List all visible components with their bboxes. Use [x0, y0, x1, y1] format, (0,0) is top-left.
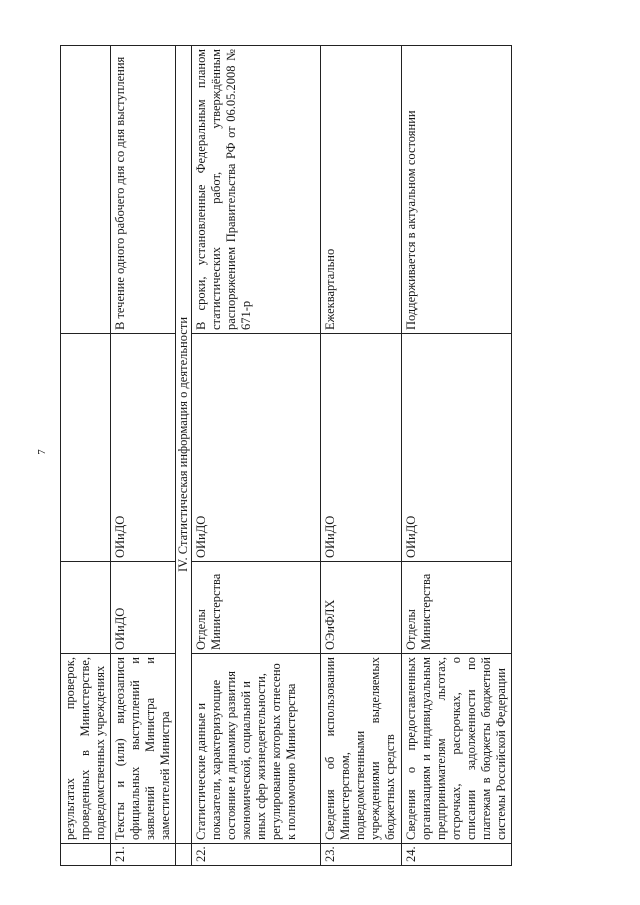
unit-cell: ОИиДО — [111, 334, 176, 562]
unit-cell: ОИиДО — [192, 334, 321, 562]
info-table — [60, 45, 512, 866]
row-number: 24. — [402, 844, 512, 866]
deadline-cell: Поддерживается в актуальном состоянии — [402, 46, 512, 334]
deadline-cell: Ежеквартально — [321, 46, 402, 334]
responsible-cell: ОИиДО — [111, 562, 176, 654]
rotated-page-content — [60, 46, 604, 866]
info-title-cell: Тексты и (или) видеозаписи официальных выступлений и заявлений Министра и заместителей Министра — [111, 654, 176, 844]
table-row — [402, 46, 512, 866]
responsible-cell — [61, 562, 111, 654]
responsible-cell: ОЭиФЛХ — [321, 562, 402, 654]
deadline-cell: В сроки, установленные Федеральным планом статистических работ, утверждённым распоряжением Правительства РФ от 06.05.2008 № 671-р — [192, 46, 321, 334]
deadline-cell — [61, 46, 111, 334]
info-title-cell: Сведения о предоставленных организациям и индивидуальным предпринимателям льготах, отсрочках, рассрочках, о списании задолженности по платежам в бюджеты бюджетной системы Российской Федерации — [402, 654, 512, 844]
responsible-cell: Отделы Министерства — [192, 562, 321, 654]
page-number: 7 — [36, 449, 48, 455]
table-row — [321, 46, 402, 866]
info-title-cell: Статистические данные и показатели, характеризующие состояние и динамику развития экономической, социальной и иных сфер жизнедеятельности, регулирование которых отнесено к полномочию Министерства — [192, 654, 321, 844]
unit-cell: ОИиДО — [321, 334, 402, 562]
unit-cell — [61, 334, 111, 562]
section-heading: IV. Статистическая информация о деятельности — [176, 46, 192, 844]
info-title-cell: Сведения об использовании Министерством, подведомственными учреждениями выделяемых бюджетных средств — [321, 654, 402, 844]
row-number: 21. — [111, 844, 176, 866]
section-row — [176, 46, 192, 866]
table-row — [192, 46, 321, 866]
responsible-cell: Отделы Министерства — [402, 562, 512, 654]
unit-cell: ОИиДО — [402, 334, 512, 562]
row-number: 23. — [321, 844, 402, 866]
row-number: 22. — [192, 844, 321, 866]
deadline-cell: В течение одного рабочего дня со дня выступления — [111, 46, 176, 334]
table-row — [61, 46, 111, 866]
info-title-cell: результатах проверок, проведенных в Министерстве, подведомственных учреждениях — [61, 654, 111, 844]
row-number — [61, 844, 111, 866]
table-row — [111, 46, 176, 866]
